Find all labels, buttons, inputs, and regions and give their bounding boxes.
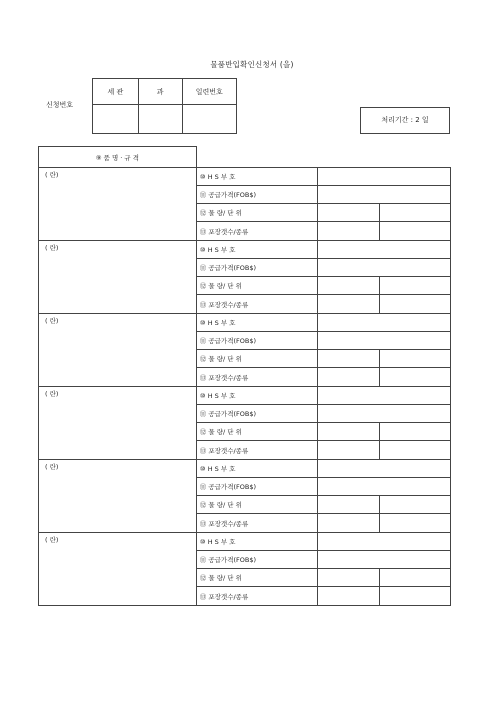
unit-field[interactable] [379, 423, 450, 441]
package-type-field[interactable] [379, 222, 450, 241]
section-header: 과 [138, 79, 182, 105]
quantity-field[interactable] [317, 496, 379, 514]
package-count-field[interactable] [317, 514, 379, 533]
quantity-unit-label: ⑫ 물 량/ 단 위 [196, 204, 317, 222]
item-description-cell[interactable] [39, 314, 197, 387]
quantity-field[interactable] [317, 423, 379, 441]
package-count-label: ⑬ 포장갯수/종류 [196, 295, 317, 314]
supply-price-label: ⑪ 공급가격(FOB$) [196, 186, 317, 204]
hs-code-field[interactable] [317, 533, 450, 551]
hs-code-label: ⑩ H S 부 호 [196, 241, 317, 259]
supply-price-field[interactable] [317, 186, 450, 204]
hs-code-field[interactable] [317, 387, 450, 405]
hs-code-label: ⑩ H S 부 호 [196, 533, 317, 551]
customs-header: 세 관 [93, 79, 139, 105]
item-column-label: ( 란) [45, 317, 59, 325]
item-description-cell[interactable] [39, 168, 197, 241]
package-type-field[interactable] [379, 587, 450, 606]
supply-price-label: ⑪ 공급가격(FOB$) [196, 259, 317, 277]
hs-code-field[interactable] [317, 241, 450, 259]
quantity-unit-label: ⑫ 물 량/ 단 위 [196, 423, 317, 441]
quantity-field[interactable] [317, 350, 379, 368]
processing-period-box [360, 107, 450, 134]
package-count-field[interactable] [317, 587, 379, 606]
customs-field[interactable] [93, 105, 139, 134]
item-description-cell[interactable] [39, 533, 197, 606]
quantity-unit-label: ⑫ 물 량/ 단 위 [196, 569, 317, 587]
quantity-unit-label: ⑫ 물 량/ 단 위 [196, 350, 317, 368]
item-column-label: ( 란) [45, 463, 59, 471]
package-count-label: ⑬ 포장갯수/종류 [196, 587, 317, 606]
unit-field[interactable] [379, 204, 450, 222]
supply-price-field[interactable] [317, 551, 450, 569]
package-count-label: ⑬ 포장갯수/종류 [196, 222, 317, 241]
supply-price-label: ⑪ 공급가격(FOB$) [196, 405, 317, 423]
unit-field[interactable] [379, 277, 450, 295]
applicant-number-label: 신청번호 [46, 101, 74, 109]
package-type-field[interactable] [379, 441, 450, 460]
supply-price-field[interactable] [317, 478, 450, 496]
supply-price-field[interactable] [317, 259, 450, 277]
package-count-field[interactable] [317, 441, 379, 460]
hs-code-field[interactable] [317, 314, 450, 332]
item-column-label: ( 란) [45, 244, 59, 252]
package-count-label: ⑬ 포장갯수/종류 [196, 368, 317, 387]
unit-field[interactable] [379, 350, 450, 368]
unit-field[interactable] [379, 569, 450, 587]
header-blank [196, 147, 317, 168]
quantity-field[interactable] [317, 277, 379, 295]
serial-number-header: 일련번호 [182, 79, 236, 105]
supply-price-label: ⑪ 공급가격(FOB$) [196, 478, 317, 496]
package-count-field[interactable] [317, 222, 379, 241]
package-count-label: ⑬ 포장갯수/종류 [196, 514, 317, 533]
hs-code-label: ⑩ H S 부 호 [196, 460, 317, 478]
quantity-unit-label: ⑫ 물 량/ 단 위 [196, 277, 317, 295]
quantity-unit-label: ⑫ 물 량/ 단 위 [196, 496, 317, 514]
quantity-field[interactable] [317, 569, 379, 587]
quantity-field[interactable] [317, 204, 379, 222]
section-field[interactable] [138, 105, 182, 134]
package-type-field[interactable] [379, 368, 450, 387]
package-count-label: ⑬ 포장갯수/종류 [196, 441, 317, 460]
processing-period-text: 처리기간 : 2 일 [381, 116, 429, 124]
hs-code-label: ⑩ H S 부 호 [196, 168, 317, 186]
item-column-label: ( 란) [45, 390, 59, 398]
registration-number-table [92, 78, 237, 134]
supply-price-label: ⑪ 공급가격(FOB$) [196, 332, 317, 350]
document-title: 물품반입확인신청서 (을) [210, 60, 294, 69]
package-count-field[interactable] [317, 295, 379, 314]
supply-price-label: ⑪ 공급가격(FOB$) [196, 551, 317, 569]
hs-code-field[interactable] [317, 460, 450, 478]
unit-field[interactable] [379, 496, 450, 514]
items-table [38, 146, 451, 606]
item-column-label: ( 란) [45, 536, 59, 544]
hs-code-field[interactable] [317, 168, 450, 186]
item-description-cell[interactable] [39, 241, 197, 314]
serial-number-field[interactable] [182, 105, 236, 134]
hs-code-label: ⑩ H S 부 호 [196, 387, 317, 405]
hs-code-label: ⑩ H S 부 호 [196, 314, 317, 332]
package-count-field[interactable] [317, 368, 379, 387]
item-name-spec-header: ⑨ 품 명 · 규 격 [39, 147, 197, 168]
supply-price-field[interactable] [317, 405, 450, 423]
item-column-label: ( 란) [45, 171, 59, 179]
package-type-field[interactable] [379, 295, 450, 314]
item-description-cell[interactable] [39, 460, 197, 533]
item-description-cell[interactable] [39, 387, 197, 460]
package-type-field[interactable] [379, 514, 450, 533]
supply-price-field[interactable] [317, 332, 450, 350]
